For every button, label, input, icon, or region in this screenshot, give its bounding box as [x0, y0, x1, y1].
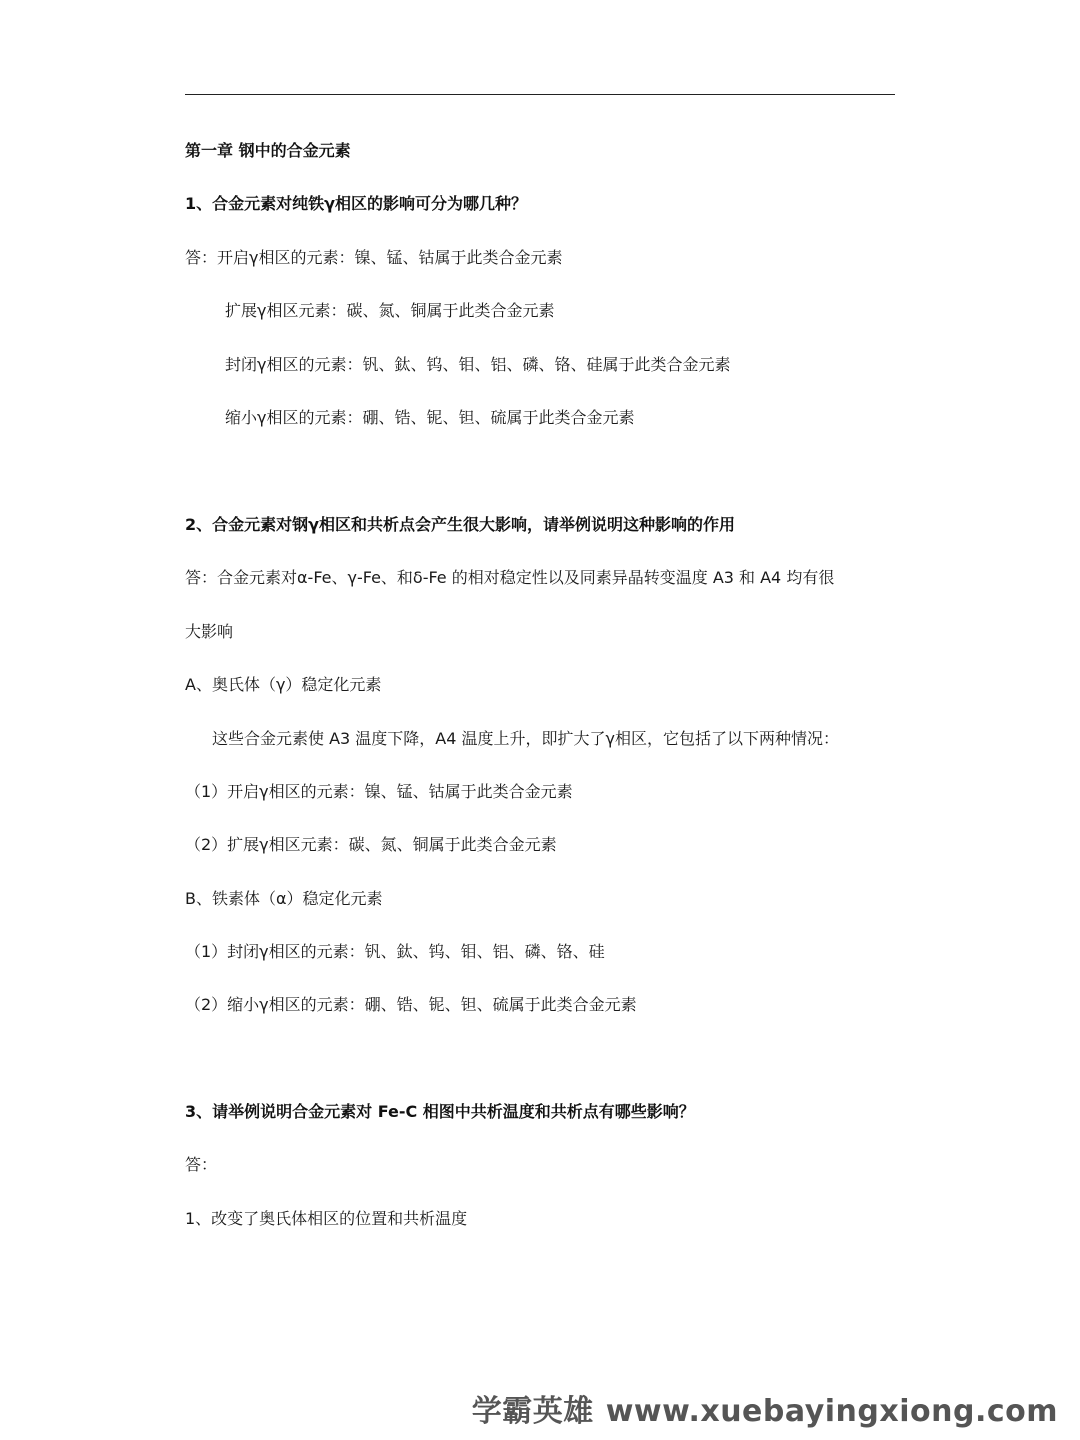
q2-answer-line: A、奥氏体（γ）稳定化元素 [185, 675, 382, 694]
q2-answer-line: （2）扩展γ相区元素：碳、氮、铜属于此类合金元素 [185, 835, 557, 854]
site-watermark [472, 1392, 1058, 1432]
q2-answer-line: （1）开启γ相区的元素：镍、锰、钴属于此类合金元素 [185, 782, 573, 801]
q1-answer-line: 封闭γ相区的元素：钒、鈦、钨、钼、铝、磷、铬、硅属于此类合金元素 [225, 355, 731, 374]
q1-answer-line: 扩展γ相区元素：碳、氮、铜属于此类合金元素 [225, 301, 555, 320]
q1-answer-line: 答：开启γ相区的元素：镍、锰、钴属于此类合金元素 [185, 248, 563, 267]
q2-answer-line: （1）封闭γ相区的元素：钒、鈦、钨、钼、铝、磷、铬、硅 [185, 942, 605, 961]
question-1: 1、合金元素对纯铁γ相区的影响可分为哪几种？ [185, 194, 528, 213]
watermark-brand: 学霸英雄 [471, 1394, 594, 1429]
q2-answer-line: B、铁素体（α）稳定化元素 [185, 889, 383, 908]
watermark-url: www.xuebayingxiong.com [605, 1394, 1058, 1429]
header-rule [185, 94, 895, 95]
q2-answer-line: 这些合金元素使 A3 温度下降，A4 温度上升，即扩大了γ相区，它包括了以下两种情况： [212, 729, 839, 748]
question-3: 3、请举例说明合金元素对 Fe-C 相图中共析温度和共析点有哪些影响？ [185, 1102, 695, 1121]
q3-answer-line: 答： [185, 1155, 218, 1174]
q2-answer-line: 大影响 [185, 622, 234, 641]
q2-answer-line: 答：合金元素对α-Fe、γ-Fe、和δ-Fe 的相对稳定性以及同素异晶转变温度 A3 和 A4 均有很 [185, 568, 835, 587]
chapter-title: 第一章 钢中的合金元素 [185, 141, 351, 160]
q3-answer-line: 1、改变了奥氏体相区的位置和共析温度 [185, 1209, 468, 1228]
q2-answer-line: （2）缩小γ相区的元素：硼、锆、铌、钽、硫属于此类合金元素 [185, 995, 637, 1014]
q1-answer-line: 缩小γ相区的元素：硼、锆、铌、钽、硫属于此类合金元素 [225, 408, 635, 427]
question-2: 2、合金元素对钢γ相区和共析点会产生很大影响，请举例说明这种影响的作用 [185, 515, 736, 534]
